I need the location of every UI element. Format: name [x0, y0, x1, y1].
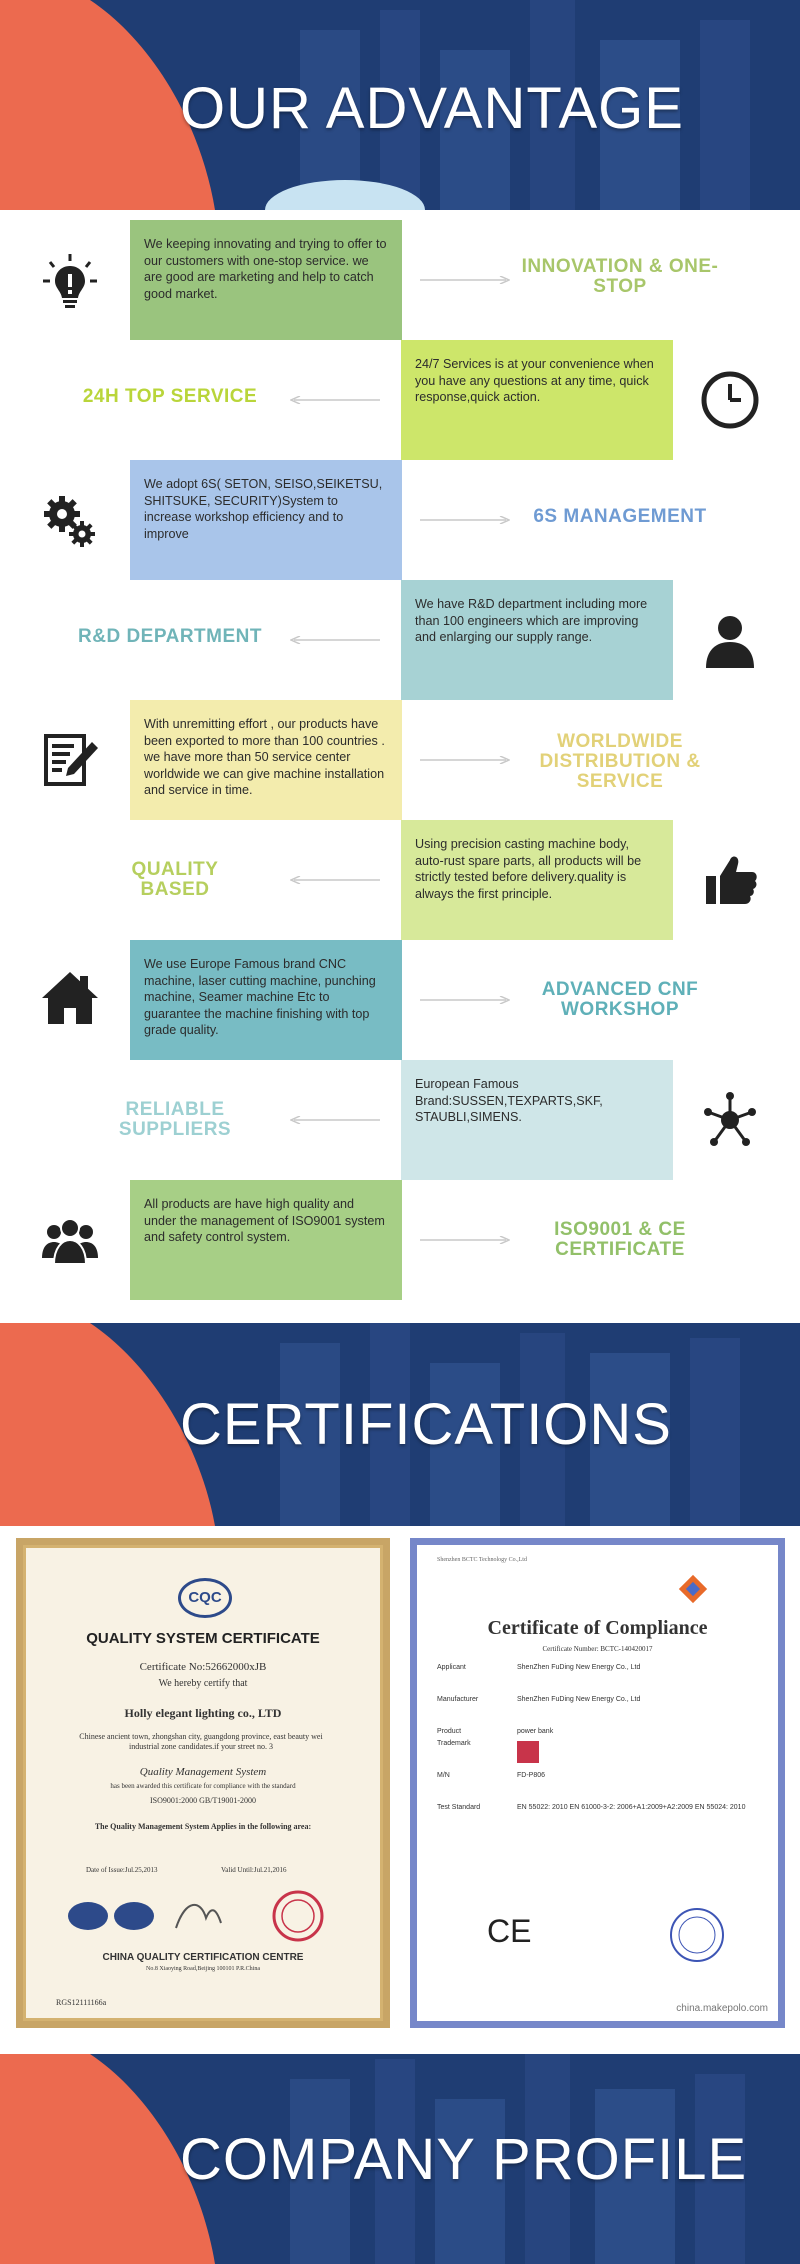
gears-icon — [40, 490, 100, 550]
standard-text: ISO9001:2000 GB/T19001-2000 — [150, 1796, 256, 1805]
standard-value: EN 55022: 2010 EN 61000-3-2: 2006+A1:2009+A2:2009 EN 55024: 2010 — [517, 1804, 746, 1811]
section-title-advantage: OUR ADVANTAGE — [180, 76, 684, 141]
advantage-text-worldwide: With unremitting effort , our products have been exported to more than 100 countries . we have more than 50 service center worldwide we can give machine installation and service in time. — [130, 700, 402, 820]
arrow-left-icon — [290, 1116, 380, 1124]
group-icon — [40, 1210, 100, 1270]
arrow-right-icon — [420, 276, 510, 284]
ce-mark: CE — [487, 1913, 532, 1949]
certification-centre: CHINA QUALITY CERTIFICATION CENTRE — [102, 1952, 304, 1963]
advantage-text-innovation: We keeping innovating and trying to offer to our customers with one-stop service. we are good are marketing and help to catch good market. — [130, 220, 402, 340]
advantage-text-rnd: We have R&D department including more than 100 engineers which are improving and enlarging our supply range. — [401, 580, 673, 700]
company-address: Chinese ancient town, zhongshan city, guangdong province, east beauty wei industrial zone candidates.if your street no. 3 — [79, 1732, 323, 1751]
network-icon — [700, 1090, 760, 1150]
advantage-label-6s: 6S MANAGEMENT — [533, 506, 707, 527]
model-value: FD-P806 — [517, 1772, 546, 1779]
advantage-text-suppliers: European Famous Brand:SUSSEN,TEXPARTS,SKF, STAUBLI,SIMENS. — [401, 1060, 673, 1180]
advantage-label-innovation: INNOVATION & ONE-STOP — [521, 256, 719, 297]
advantage-label-iso: ISO9001 & CE CERTIFICATE — [554, 1219, 686, 1260]
trademark-logo — [517, 1741, 539, 1763]
stamp-icon — [667, 1905, 727, 1965]
certificate-title: QUALITY SYSTEM CERTIFICATE — [86, 1630, 320, 1647]
quality-system-certificate — [16, 1538, 390, 2028]
applicant-value: ShenZhen FuDing New Energy Co., Ltd — [517, 1664, 641, 1671]
arrow-right-icon — [420, 516, 510, 524]
trademark-label: Trademark — [437, 1740, 471, 1747]
arrow-right-icon — [420, 996, 510, 1004]
advantage-label-worldwide: WORLDWIDE DISTRIBUTION & SERVICE — [539, 731, 701, 792]
source-watermark: china.makepolo.com — [676, 2003, 768, 2014]
house-icon — [40, 968, 100, 1028]
product-label: Product — [437, 1728, 462, 1735]
certification-seals-icon — [66, 1888, 336, 1948]
cqc-logo: CQC — [178, 1578, 232, 1618]
system-name: Quality Management System — [139, 1766, 267, 1778]
applies-text: The Quality Management System Applies in the following area: — [94, 1822, 312, 1831]
arrow-left-icon — [290, 636, 380, 644]
manufacturer-label: Manufacturer — [437, 1696, 479, 1703]
certify-text: We hereby certify that — [158, 1678, 248, 1689]
banner-company-profile — [0, 2054, 800, 2264]
advantage-label-workshop: ADVANCED CNF WORKSHOP — [541, 979, 699, 1020]
advantage-label-quality: QUALITY BASED — [131, 859, 219, 900]
section-title-company-profile: COMPANY PROFILE — [180, 2127, 748, 2192]
applicant-label: Applicant — [437, 1664, 466, 1671]
advantage-text-service: 24/7 Services is at your convenience when you have any questions at any time, quick response,quick action. — [401, 340, 673, 460]
arrow-right-icon — [420, 756, 510, 764]
advantage-text-iso: All products are have high quality and under the management of ISO9001 system and safety control system. — [130, 1180, 402, 1300]
conformity-text: has been awarded this certificate for compliance with the standard — [110, 1782, 296, 1790]
banner-certifications — [0, 1323, 800, 1526]
advantage-text-quality: Using precision casting machine body, auto-rust spare parts, all products will be strictly tested before delivery.quality is always the first principle. — [401, 820, 673, 940]
advantage-label-suppliers: RELIABLE SUPPLIERS — [118, 1099, 232, 1140]
valid-date: Valid Until:Jul.21,2016 — [221, 1866, 287, 1874]
company-name: Holly elegant lighting co., LTD — [124, 1706, 282, 1720]
centre-address: No.8 Xiaoying Road,Beijing 100101 P.R.China — [146, 1966, 260, 1972]
standard-label: Test Standard — [437, 1804, 481, 1811]
advantage-text-workshop: We use Europe Famous brand CNC machine, laser cutting machine, punching machine, Seamer machine Etc to guarantee the machine finishing with top grade quality. — [130, 940, 402, 1060]
issuer-header: Shenzhen BCTC Technology Co.,Ltd — [437, 1557, 527, 1563]
bctc-logo-icon — [675, 1571, 711, 1607]
advantage-text-6s: We adopt 6S( SETON, SEISO,SEIKETSU, SHITSUKE, SECURITY)System to increase workshop efficiency and to improve — [130, 460, 402, 580]
clock-icon — [700, 370, 760, 430]
ce-certificate-of-compliance — [410, 1538, 785, 2028]
certificate-title: Certificate of Compliance — [487, 1617, 708, 1639]
edit-document-icon — [40, 730, 100, 790]
product-value: power bank — [517, 1728, 554, 1735]
certificate-number: Certificate Number: BCTC-140420017 — [542, 1645, 653, 1653]
arrow-right-icon — [420, 1236, 510, 1244]
model-label: M/N — [437, 1772, 450, 1779]
banner-our-advantage — [0, 0, 800, 210]
arrow-left-icon — [290, 396, 380, 404]
section-title-certifications: CERTIFICATIONS — [180, 1392, 672, 1457]
lightbulb-icon — [40, 252, 100, 312]
user-icon — [700, 610, 760, 670]
arrow-left-icon — [290, 876, 380, 884]
thumbs-up-icon — [700, 850, 760, 910]
advantages-section — [0, 210, 800, 1323]
certificate-number: Certificate No:52662000xJB — [139, 1661, 267, 1673]
issue-date: Date of Issue:Jul.25,2013 — [86, 1866, 158, 1874]
manufacturer-value: ShenZhen FuDing New Energy Co., Ltd — [517, 1696, 641, 1703]
advantage-label-rnd: R&D DEPARTMENT — [78, 626, 262, 647]
advantage-label-service: 24H TOP SERVICE — [82, 386, 258, 407]
certificate-footer: RGS12111166a — [56, 1998, 107, 2007]
